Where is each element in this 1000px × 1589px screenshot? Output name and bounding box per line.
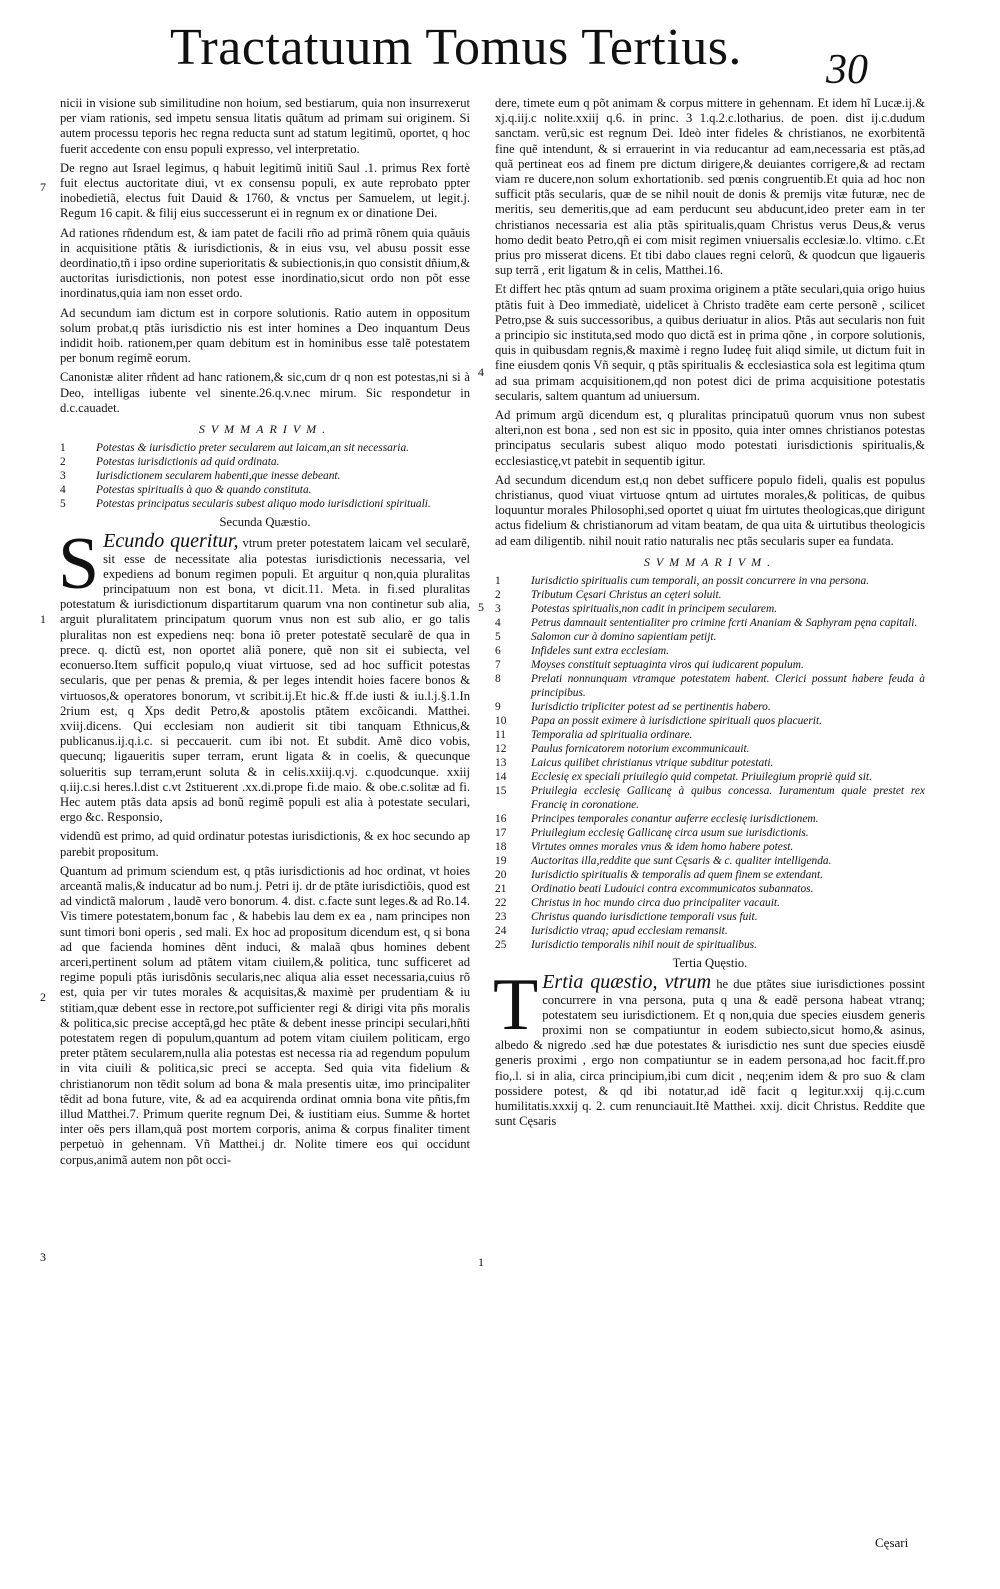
summarium-title: SVMMARIVM. [198,422,332,437]
margin-number: 5 [478,600,484,614]
item-text: Iurisdictio spiritualis cum temporali, an possit concurrere in vna persona. [531,575,870,588]
page-number: 30 [826,47,868,93]
item-number: 9 [495,701,501,714]
summarium-item [495,728,925,742]
item-text: Paulus fornicatorem notorium excommunicauit. [531,743,750,756]
summarium-item [495,574,925,588]
margin-number: 4 [478,365,484,379]
item-text: Virtutes omnes morales vnus & idem homo habere potest. [531,841,794,854]
margin-number: 1 [40,612,46,626]
item-text: Iurisdictio vtraq; apud ecclesiam remansit. [531,925,728,938]
item-number: 1 [495,575,501,588]
item-number: 21 [495,883,507,896]
item-number: 4 [60,484,66,497]
summarium-item [495,644,925,658]
summarium-item [495,910,925,924]
right-column [495,96,925,1133]
summarium-item [60,469,470,483]
item-number: 16 [495,813,507,826]
margin-number: 7 [40,180,46,194]
question-opening [58,523,471,825]
summarium-item [495,882,925,896]
question-heading: Tertia Quęstio. [672,956,748,971]
paragraph-text: vtrum preter potestatem laicam vel secularẽ, sit esse de necessitate alia potestas iurisdictionis necessaria, vel expediens ad bonum regimen populi. Et arguitur q non,quia pluralitas principatuum non est bona, vt dicit.11. Meta. in fi.sed pluralitas potestatum & iurisdictionum dispartitarum quarum vna non continetur sub alia, arguit pluralitatem principatum quorum vnus non est sub alio, er go talis pluralitas non est expediens neq: bona iõ preter potestatẽ secularẽ de qua in prece. q. dictũ est, non oportet aliã ponere, quẽ non sit ei subiecta, vel econuerso.Item sufficit populo,q viuat virtuose, sed ad hoc sufficit potestas secularis, que per penas & premia, & per leges intendit hoies facere bonos & virtuosos,& operatores bonorum, vt scribit.ij.Et hic.& ff.de iusti & iu.l.j.§.1.In 2rium est, q Xps dedit Petro,& apostolis ptãtem excõicandi. Matthei. xviij.dicens. Qui ecclesiam non audierit sit tibi tanquam Ethnicus,& publicanus.ij.q.i.c. si peccauerit. cum ibi not. Et subdit. Amẽ dico vobis, quecunq; ligaueritis super terram, erunt ligata & in coelis, & quecunque solueritis sup terram,erunt soluta & in celis.xxiij.q.vj. c.quodcunque. xxiij q.iij.c.si heres.l.dist c.vt 2stituerent .xx.di.prope fi.de maio. & obe.c.solitæ ad fi. Hec autem ptãs data apsis ad bonũ regimẽ populi est alia à potestate seculari, ergo &c. Responsio, [60,536,471,825]
item-text: Tributum Cęsari Christus an cęteri soluit. [531,589,722,602]
item-number: 5 [60,498,66,511]
item-text: Christus in hoc mundo circa duo principaliter vacauit. [531,897,780,910]
paragraph: De regno aut Israel legimus, q habuit legitimũ initiũ Saul .1. primus Rex fortè fuit electus auctoritate diui, vt ex consensu populi, ex aute reprobato ppter inobedietiã, electus fuit Dauid & 1760, & vnctus per Samuelem, ut legit.j. Regum 16 capit. & filij eius successerunt ei in regnum ex or dinatione Dei. [60,160,470,221]
item-number: 4 [495,617,501,630]
paragraph-text: he due ptãtes siue iurisdictiones possint concurrere in vna persona, puta q una & eadẽ persona habeat vtranq; potestatem seu iurisdictionem. Et q non,quia due species eiusdem generis proximi non se compatiuntur in eodem subiecto,sicut homo,& asinus, albedo & nigredo .sed hæ due potestates & iurisdictio nes sunt due species eiusdẽ generis proximi , ergo non compatiuntur se in eadem persona,ad hoc facit.ff.pro fio,.l. si in alia, circa principium,ibi cum dicit , neq;enim idem & pro suo & clam possidere potest, & qd ibi notatur,ad idẽ facit q legitur.xxij q.ij.c.cum humilitatis.xxxij q. 2. cum renunciauit.Itẽ Matthei. xxij. dicit Christus. Reddite que sunt Cęsaris [495,977,926,1129]
margin-number: 2 [40,990,46,1004]
summarium-item [495,742,925,756]
paragraph: Ad primum argũ dicendum est, q pluralitas principatuũ quorum vnus non subest alteri,non est bona , sed non est sic in pposito, quia inter omnes christianos potestas principatus secularis subest aliquo modo potestati iurisdictionis spiritualis,& ecclesiasticę,vt patebit in sequentib igitur. [495,408,925,468]
item-number: 12 [495,743,507,756]
summarium-item [495,784,925,812]
summarium-item [495,812,925,826]
item-text: Temporalia ad spiritualia ordinare. [531,729,693,742]
item-text: Potestas spiritualis à quo & quando constituta. [96,484,312,497]
item-text: Petrus damnauit sententialiter pro crimine fcrti Ananiam & Saphyram pęna capitali. [531,617,918,630]
item-number: 3 [60,470,66,483]
paragraph: dere, timete eum q põt animam & corpus mittere in gehennam. Et idem hĩ Lucæ.ij.& xj.q.iij.c nolite.xxiij q.6. in princ. 3 1.q.2.c.lotharius. de poen. dist ij.c.dudum sanctam. verũ,sic est regnum Dei. Ideò inter fideles & christianos, ne exorbitentã fine quẽ intendunt, & si errauerint in via reducantur ad eam,necessaria est ptãs,ad quã pertineat eos ad finem pre dictum dirigere,& deuiantes corrigere,& ad rectam viam re ducere,non solum exhortationib. sed pœnis congruentib.Et quia ad hoc non sufficit ptãs secularis, quæ de se nihil nouit de donis & premijs vitæ futuræ, nec de meritis, seu demeritis,que ad eam perducunt seu abducunt,ideo preter eam in ter christianos necessaria est alia ptãs spiritualis,quam Christus verus Deus,& verus homo dedit beato Petro,qñ ei com misit regimen vniuersalis ecclesiæ.lo. vltimo. c.Et prius pro misserat dicens. Et tibi dabo claues regni celorũ, & quodcun que ligaueris sup terrã , erit ligatum & in celis, Matthei.16. [495,96,925,278]
catchword: Cęsari [875,1535,909,1550]
paragraph: Canonistæ aliter rñdent ad hanc rationem,& sic,cum dr q non est potestas,ni si à Deo, intelligas iubente vel sinente.26.q.v.nec mirum. Sic respondetur in d.c.cauadet. [60,370,470,415]
item-number: 24 [495,925,507,938]
item-text: Potestas principatus secularis subest aliquo modo iurisdictioni spirituali. [96,498,431,511]
item-number: 2 [60,456,66,469]
item-text: Moyses constituit septuaginta viros qui iudicarent populum. [531,659,804,672]
item-number: 3 [495,603,501,616]
summarium-list [495,574,925,952]
item-text: Iurisdictio tripliciter potest ad se pertinentis habero. [531,701,771,714]
item-number: 14 [495,771,507,784]
item-number: 25 [495,939,507,952]
summarium-list [60,441,470,511]
item-text: Ecclesię ex speciali priuilegio quid competat. Priuilegium propriè quid sit. [531,771,872,784]
running-title: Tractatuum Tomus Tertius. [170,19,742,76]
summarium-item [495,630,925,644]
summarium-item [495,672,925,700]
left-column [60,96,470,1172]
margin-number: 3 [40,1250,46,1264]
margin-number: 1 [478,1255,484,1269]
summarium-item [495,714,925,728]
item-number: 10 [495,715,507,728]
summarium-item [495,616,925,630]
item-number: 2 [495,589,501,602]
drop-cap: T [493,964,539,1047]
item-number: 7 [495,659,501,672]
item-number: 19 [495,855,507,868]
paragraph: nicii in visione sub similitudine non hoium, sed bestiarum, quia non insurrexerut per viam rationis, sed impetu sensua litatis quãtum ad primam sui originem. Si autem processu teporis hec regna reducta sunt ad statum legitimũ, oportet, q hoc fuerit accedente con ensu populi expresso, vel interpretatio. [60,96,470,156]
summarium-item [495,924,925,938]
item-number: 1 [60,442,66,455]
item-text: Iurisdictionem secularem habenti,que inesse debeant. [96,470,341,483]
item-number: 17 [495,827,507,840]
item-text: Papa an possit eximere à iurisdictione spirituali quos placuerit. [531,715,822,728]
item-number: 22 [495,897,507,910]
summarium-item [495,658,925,672]
summarium-item [495,770,925,784]
paragraph: videndũ est primo, ad quid ordinatur potestas iurisdictionis, & ex hoc secundo ap parebit propositum. [60,829,470,859]
summarium-item [495,826,925,840]
summarium-item [60,497,470,511]
item-text: Ordinatio beati Ludouici contra excommunicatos subannatos. [531,883,814,896]
item-number: 23 [495,911,507,924]
item-number: 5 [495,631,501,644]
opening-words: Ecundo queritur, [103,530,239,553]
item-text: Iurisdictio spiritualis & temporalis ad quem finem se extendant. [531,869,824,882]
paragraph: Ad secundum dicendum est,q non debet sufficere populo fideli, qualis est populus christianus, quod viuat virtuose qntum ad uirtutes morales,& politicas, de quibus loquuntur morales Philosophi,sed oportet q uiuat fm uirtutes theologicas,que dirigunt actus fidelium & christianorum ad vitam beatam, de qua uita & uirtutibus theologicis ad eam diligentib. nihil nouit ratio naturalis nec ptãs secularis super ea fundata. [495,472,925,548]
summarium-item [60,441,470,455]
item-text: Salomon cur à domino sapientiam petijt. [531,631,717,644]
item-text: Iurisdictio temporalis nihil nouit de spiritualibus. [531,939,757,952]
item-text: Principes temporales conantur auferre ecclesię iurisdictionem. [531,813,819,826]
item-text: Priuilegia ecclesię Gallicanę à quibus concessa. Iuramentum quale prestet rex Francię in coronatione. [531,785,925,812]
summarium-item [495,938,925,952]
drop-cap: S [58,523,100,606]
item-number: 20 [495,869,507,882]
paragraph: Quantum ad primum sciendum est, q ptãs iurisdictionis ad hoc ordinat, vt hoies arceantã malis,& inducatur ad bo num.j. Petri ij. dr de ptãte iurisdictiõis, quod est ad vindictã malorum , laudẽ vero bonorum. 4. dist. c.facte sunt leges.& ad Ro.14. Vis timere potestatem,bonum fac , & habebis lau dem ex ea , nam principes non sunt timori boni operis , sed mali. Ex hoc ad propositum dicendum est, q si bona ad que facienda homines dẽnt induci, & malaã qbus homines debent arceri,pertinent solum ad ptãtem vitam ciuilem,& politica, tunc sufficeret ad regime populi ptãs iurisdõnis secularis,nec aliqua alia esset necessaria,cuius rõ est, quia per vir tutes morales & acquisitas,& maximè per prudentiam & iu stitiam,quæ debent esse in rectore,pot sufficienter regi & dirigi vita pñs moralis & politica,sic precise acceptã,gd hec ptãte & debent inesse principi seculari,hñti potestatem regen di populum,quantum ad potem vitam ciuilem politicam, ergo preter ptãtem secularem,nulla alia potestas est necessa ria ad regendum populum in vita ciuili & politica,sic preci se accepta. Sed quia vita fidelium & christianorum non tẽdit solum ad bona & mala presentis uitæ, imo principaliter tẽdit ad bona future, vite, & ad ea acquirenda ordinat omnia bona vite pñtis,fm illud Matthei.7. Primum querite regnum Dei, & iustitiam eius. Summe & hortet inter oẽs pers illam,quã post mortem corporis, anima & corpus finaliter timent perpetuò in gehennam. Vñ Matthei.j dr. Nolite timere eos qui occidunt corpus,animã autem non põt occi- [60,863,470,1167]
paragraph: Ad secundum iam dictum est in corpore solutionis. Ratio autem in oppositum solum probat,q ptãs iurisdictio nis est inter homines a Deo inquantum Deus indidit hoib. rationem,per quam debitum est in hominibus esse talẽ potestatem per bonum regimẽ eorum. [60,305,470,366]
summarium-item [60,483,470,497]
item-text: Potestas & iurisdictio preter secularem aut laicam,an sit necessaria. [96,442,409,455]
question-opening [493,964,926,1129]
item-text: Infideles sunt extra ecclesiam. [531,645,669,658]
summarium-item [495,700,925,714]
summarium-item [60,455,470,469]
summarium-item [495,868,925,882]
summarium-item [495,896,925,910]
item-text: Auctoritas illa,reddite que sunt Cęsaris & c. qualiter intelligenda. [531,855,832,868]
item-number: 8 [495,673,501,686]
paragraph: Et differt hec ptãs qntum ad suam proxima originem a ptãte seculari,quia origo huius ptãtis fuit à Deo immediatè, uidelicet à Christo tradẽte eam certe personẽ , scilicet Petro,pse & suis successoribus, a quibus deriuatur in alios. Ptãs aut secularis non fuit a principio sic instituta,sed modo quo dictã est in prima qõne , in corpore solutionis, quis in quibusdam regnis,& maximè i regno Iudeę fuit aliqd simile, ut dictum fuit in fine eiusdem qonis Vñ sequir, q ptãs spiritualis & ecclesiastica sola est legitima qtum ad sua primam acquisitionem,qd non potest dici de prima acquisitione potestatis secularis, saltem quantum ad uniuersum. [495,282,925,403]
item-number: 11 [495,729,506,742]
opening-words: Ertia quæstio, vtrum [542,971,712,994]
summarium-item [495,854,925,868]
item-text: Prelati nonnunquam vtramque potestatem habent. Clerici possunt habere feuda à principibus. [531,673,925,700]
summarium-item [495,756,925,770]
item-text: Potestas iurisdictionis ad quid ordinata. [96,456,280,469]
item-text: Potestas spiritualis,non cadit in principem secularem. [531,603,778,616]
item-number: 13 [495,757,507,770]
item-number: 15 [495,785,507,798]
item-text: Priuilegium ecclesię Gallicanę circa usum sue iurisdictionis. [531,827,809,840]
summarium-item [495,602,925,616]
question-heading: Secunda Quæstio. [219,515,311,530]
item-number: 6 [495,645,501,658]
item-text: Christus quando iurisdictione temporali vsus fuit. [531,911,758,924]
summarium-item [495,588,925,602]
summarium-title: SVMMARIVM. [643,554,777,569]
paragraph: Ad rationes rñdendum est, & iam patet de facili rño ad primã rõnem quia quãuis in acquisitione ptãtis & iurisdictionis, & in eius vsu, vel abusu possit esse deordinatio,tñ i ipso ordine superioritatis & subiectionis,in quo consistit dñium,& auctoritas iurisdictionis, non potest esse inordinatio,sicut ordo non põt esse inordinatus,quia iam non esset ordo. [60,225,470,301]
item-text: Laicus quilibet christianus vtrique subditur potestati. [531,757,774,770]
item-number: 18 [495,841,507,854]
summarium-item [495,840,925,854]
